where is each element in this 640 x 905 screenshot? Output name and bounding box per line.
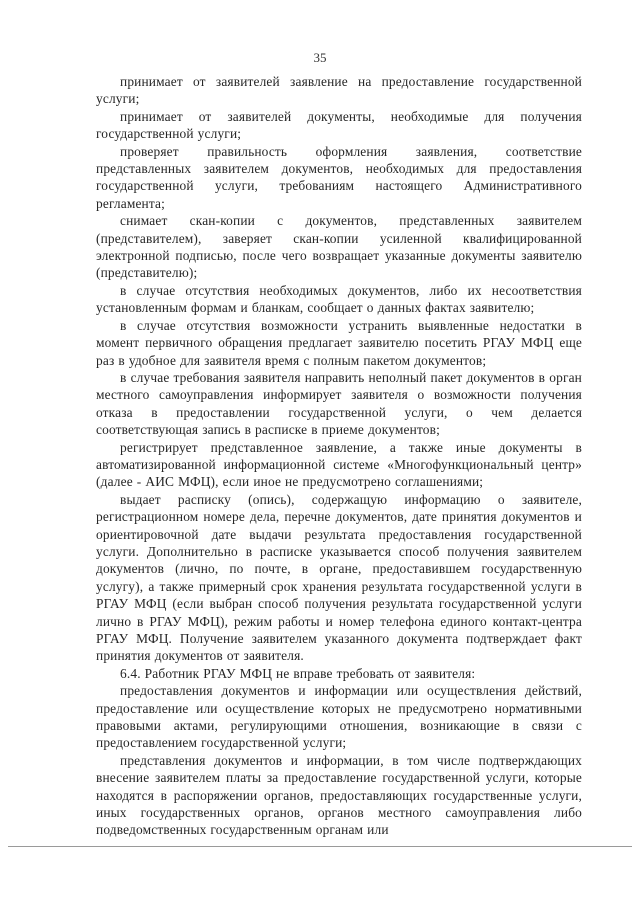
paragraph: выдает расписку (опись), содержащую информацию о заявителе, регистрационном номере дела, перечне документов, дате принятия документов и ориентировочной дате выдачи результата предоставления государственной услуги. Дополнительно в расписке указывается способ получения заявителем документов (лично, по почте, в органе, предоставившем государственную услугу), а также примерный срок хранения результата государственной услуги в РГАУ МФЦ (если выбран способ получения результата государственной услуги лично в РГАУ МФЦ), режим работы и номер телефона единого контакт-центра РГАУ МФЦ. Получение заявителем указанного документа подтверждает факт принятия документов от заявителя. [96,491,582,664]
paragraph: проверяет правильность оформления заявления, соответствие представленных заявителем документов, необходимых для предоставления государственной услуги, требованиям настоящего Административного регламента; [96,143,582,211]
paragraph: в случае требования заявителя направить неполный пакет документов в орган местного самоуправления информирует заявителя о возможности получения отказа в предоставлении государственной услуги, о чем делается соответствующая запись в расписке в приеме документов; [96,369,582,438]
paragraph: в случае отсутствия возможности устранить выявленные недостатки в момент первичного обращения предлагает заявителю посетить РГАУ МФЦ еще раз в удобное для заявителя время с полным пакетом документов; [96,317,582,368]
paragraph: предоставления документов и информации или осуществления действий, предоставление или осуществление которых не предусмотрено нормативными правовыми актами, регулирующими отношения, возникающие в связи с предоставлением государственной услуги; [96,683,582,751]
document-body [96,73,582,839]
paragraph: снимает скан-копии с документов, представленных заявителем (представителем), заверяет скан-копии усиленной квалифицированной электронной подписью, после чего возвращает указанные документы заявителю (представителю); [96,213,582,281]
paragraph: принимает от заявителей документы, необходимые для получения государственной услуги; [96,108,582,142]
page-bottom-divider [8,846,632,847]
paragraph: принимает от заявителей заявление на предоставление государственной услуги; [96,74,582,107]
paragraph: представления документов и информации, в том числе подтверждающих внесение заявителем платы за предоставление государственной услуги, которые находятся в распоряжении органов, предоставляющих государственные услуги, иных государственных органов, органов местного самоуправления либо подведомственных государственным органам или [96,752,582,838]
paragraph: в случае отсутствия необходимых документов, либо их несоответствия установленным формам и бланкам, сообщает о данных фактах заявителю; [96,282,582,316]
page-number: 35 [313,50,327,65]
paragraph: регистрирует представленное заявление, а также иные документы в автоматизированной информационной системе «Многофункциональный центр» (далее - АИС МФЦ), если иное не предусмотрено соглашениями; [96,439,582,490]
section-heading: 6.4. Работник РГАУ МФЦ не вправе требовать от заявителя: [120,665,476,681]
